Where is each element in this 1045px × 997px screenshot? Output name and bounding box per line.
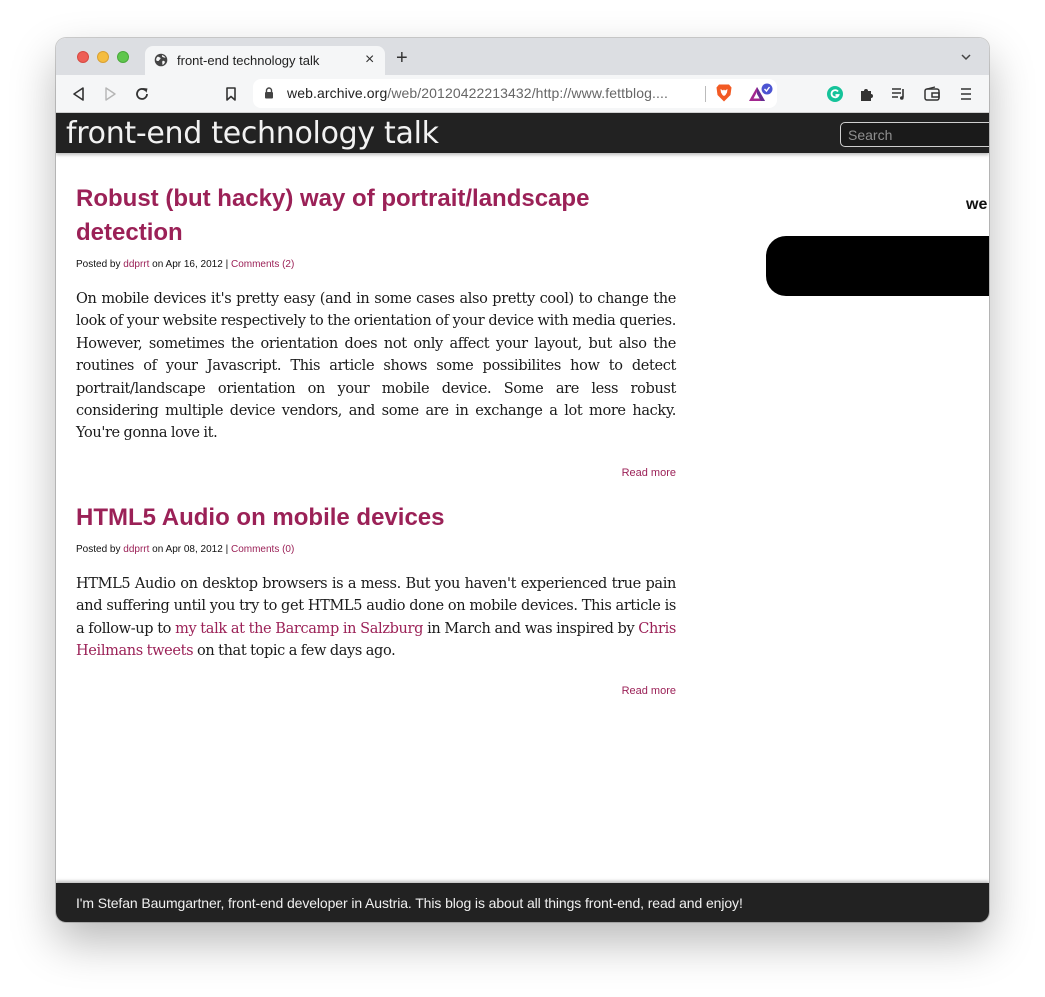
tab-strip [56, 38, 989, 75]
article-meta [76, 543, 676, 557]
plus-icon[interactable]: + [396, 47, 408, 69]
post-date: Apr 08, 2012 [165, 544, 223, 555]
article-excerpt [76, 573, 676, 663]
search-input[interactable] [840, 122, 989, 147]
extensions-puzzle-icon[interactable] [858, 85, 876, 103]
reload-icon[interactable] [133, 85, 151, 103]
minimize-window-button[interactable] [97, 51, 109, 63]
site-footer [56, 883, 989, 922]
sidebar-box [766, 236, 989, 296]
author-link[interactable]: ddprrt [123, 544, 150, 555]
article-excerpt: On mobile devices it's pretty easy (and in some cases also pretty cool) to change the look of your website respectively to the orientation of your device with media queries. However, sometimes the orientation does not only affect your layout, but also the routines of your Javascript. This article shows some possibilites how to detect portrait/landscape orientation on your mobile device. Some are less robust considering multiple device vendors, and some are in exchange a lot more hacky. You're gonna love it. [76, 291, 676, 442]
chevron-down-icon[interactable] [960, 51, 972, 63]
browser-toolbar [56, 75, 989, 113]
article-title[interactable]: Robust (but hacky) way of portrait/landscape detection [76, 185, 590, 246]
address-bar[interactable] [253, 79, 777, 108]
excerpt-text: HTML5 Audio on desktop browsers is a mess. But you haven't experienced true pain and suffering until you try to get HTML5 audio done on mobile devices. This article is a follow-up to [76, 576, 676, 637]
read-more-link[interactable]: Read more [621, 684, 676, 697]
posted-by-label: Posted by [76, 544, 121, 555]
barcamp-talk-link[interactable]: my talk at the Barcamp in Salzburg [175, 620, 424, 637]
footer-text: I'm Stefan Baumgartner, front-end developer in Austria. This blog is about all things front-end, read and enjoy! [76, 895, 743, 911]
posted-by-label: Posted by [76, 259, 121, 270]
on-label: on [152, 544, 164, 555]
url-separator [705, 86, 706, 102]
close-icon[interactable]: × [365, 51, 375, 68]
menu-icon[interactable] [957, 85, 975, 103]
article-portrait-landscape [76, 182, 676, 479]
forward-arrow-icon[interactable] [101, 85, 119, 103]
globe-icon [154, 53, 168, 67]
maximize-window-button[interactable] [117, 51, 129, 63]
site-title[interactable]: front-end technology talk [66, 116, 439, 151]
meta-separator: | [225, 259, 229, 270]
post-date: Apr 16, 2012 [165, 259, 223, 270]
back-arrow-icon[interactable] [70, 85, 88, 103]
comments-link[interactable]: Comments (0) [230, 544, 295, 555]
brave-rewards-icon[interactable] [748, 83, 774, 105]
author-link[interactable]: ddprrt [123, 259, 150, 270]
brave-shields-icon[interactable] [715, 83, 733, 103]
lock-icon [264, 87, 274, 99]
url-text: web.archive.org/web/20120422213432/http://www.fettblog.... [287, 85, 668, 101]
excerpt-text: on that topic a few days ago. [193, 643, 396, 660]
grammarly-icon[interactable] [826, 85, 844, 103]
on-label: on [152, 259, 164, 270]
bookmark-icon[interactable] [222, 85, 240, 103]
tab-front-end-technology-talk[interactable] [145, 46, 385, 75]
read-more-link[interactable]: Read more [621, 466, 676, 479]
wallet-icon[interactable] [923, 85, 941, 103]
excerpt-text: in March and was inspired by [423, 620, 639, 637]
article-title[interactable]: HTML5 Audio on mobile devices [76, 504, 445, 531]
article-meta [76, 258, 676, 272]
sidebar-heading: we [966, 196, 988, 213]
comments-link[interactable]: Comments (2) [230, 259, 295, 270]
media-playlist-icon[interactable] [890, 85, 908, 103]
meta-separator: | [225, 544, 229, 555]
web-page [56, 113, 989, 922]
chris-heilmann-tweets-link[interactable]: Chris Heilmans tweets [76, 620, 676, 660]
close-window-button[interactable] [77, 51, 89, 63]
browser-window [56, 38, 989, 922]
site-header [56, 113, 989, 153]
article-html5-audio [76, 501, 676, 697]
tab-title: front-end technology talk [177, 53, 320, 68]
